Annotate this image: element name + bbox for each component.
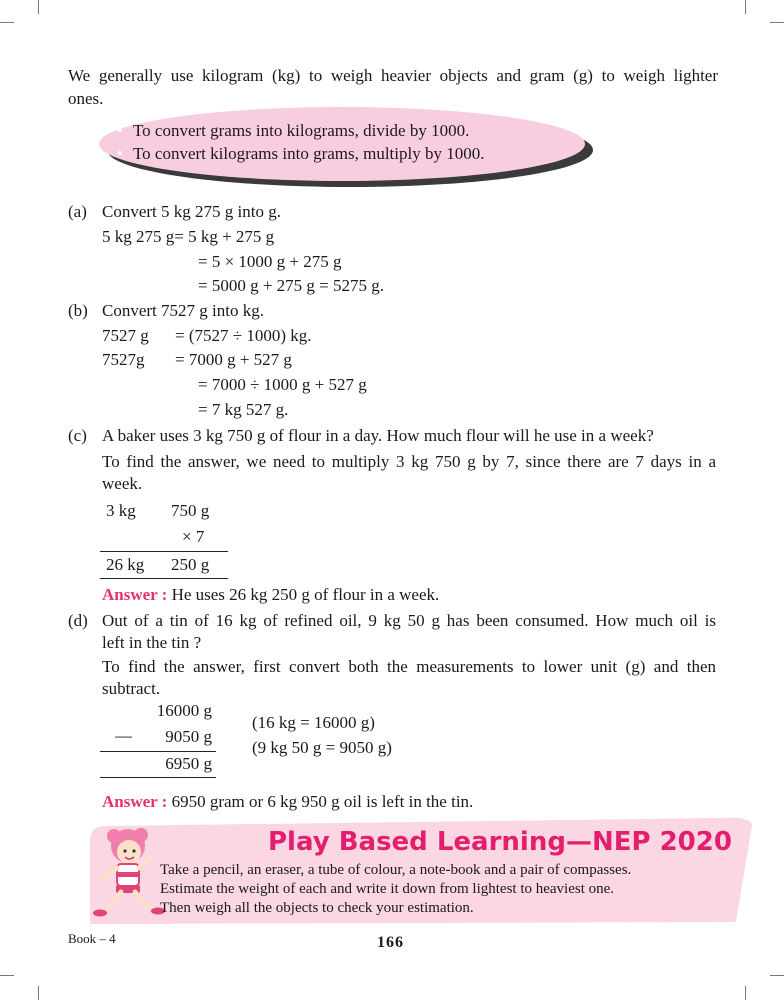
answer-label: Answer : [102, 792, 168, 811]
nep-line-1: Take a pencil, an eraser, a tube of colour, a note-book and a pair of compasses. [160, 862, 632, 878]
calc-c-kg: 3 kg [106, 501, 136, 520]
calc-c-result-kg: 26 kg [106, 555, 145, 574]
example-d-label: (d) [68, 611, 88, 630]
callout-bullet-2: • To convert kilograms into grams, multiply by 1000. [117, 144, 485, 163]
nep-title: Play Based Learning—NEP 2020 [268, 827, 732, 857]
example-b-row-1-right: = (7527 ÷ 1000) kg. [175, 326, 312, 345]
example-a-step-1: 5 kg 275 g= 5 kg + 275 g [102, 227, 275, 246]
example-b-label: (b) [68, 301, 88, 320]
example-c-label: (c) [68, 426, 87, 445]
example-d-question-1: Out of a tin of 16 kg of refined oil, 9 kg 50 g has been consumed. How much oil is [102, 611, 716, 630]
callout-bullet-1: • To convert grams into kilograms, divide by 1000. [117, 121, 470, 140]
example-c-explain-1: To find the answer, we need to multiply 3 kg 750 g by 7, since there are 7 days in a [102, 452, 716, 471]
footer-book-label: Book – 4 [68, 931, 116, 946]
calc-d-minus: — [115, 726, 132, 745]
intro-line-2: ones. [68, 89, 104, 108]
example-b-question: Convert 7527 g into kg. [102, 301, 264, 320]
calc-d-note-2: (9 kg 50 g = 9050 g) [252, 738, 392, 757]
nep-line-3: Then weigh all the objects to check your estimation. [160, 900, 474, 916]
answer-label: Answer : [102, 585, 168, 604]
example-c-question: A baker uses 3 kg 750 g of flour in a day. How much flour will he use in a week? [102, 426, 654, 445]
example-a-label: (a) [68, 202, 87, 221]
bullet-dot-icon: • [117, 121, 123, 140]
answer-text: He uses 26 kg 250 g of flour in a week. [171, 585, 440, 604]
example-b-step-2: = 7 kg 527 g. [198, 400, 289, 419]
example-b-row-2-right: = 7000 g + 527 g [175, 350, 292, 369]
calc-d-result: 6950 g [165, 754, 212, 773]
intro-line-1: We generally use kilogram (kg) to weigh heavier objects and gram (g) to weigh lighter [68, 66, 718, 85]
calc-c-result-g: 250 g [171, 555, 210, 574]
page-number: 166 [377, 934, 404, 951]
example-c-explain-2: week. [102, 474, 143, 493]
calc-d-note-1: (16 kg = 16000 g) [252, 713, 375, 732]
example-a-question: Convert 5 kg 275 g into g. [102, 202, 281, 221]
calc-d-bottom: 9050 g [165, 727, 212, 746]
example-d-question-2: left in the tin ? [102, 633, 202, 652]
calc-d-top: 16000 g [156, 701, 212, 720]
example-a-step-2: = 5 × 1000 g + 275 g [198, 252, 342, 271]
calc-c-multiplier: × 7 [182, 527, 205, 546]
example-d-explain-2: subtract. [102, 679, 161, 698]
bullet-dot-icon: • [117, 144, 123, 163]
calc-c-g: 750 g [171, 501, 210, 520]
answer-text: 6950 gram or 6 kg 950 g oil is left in the tin. [171, 792, 474, 811]
example-b-row-2-left: 7527g [102, 350, 145, 369]
example-b-row-1-left: 7527 g [102, 326, 149, 345]
example-b-step-1: = 7000 ÷ 1000 g + 527 g [198, 375, 367, 394]
nep-line-2: Estimate the weight of each and write it down from lightest to heaviest one. [160, 881, 615, 897]
example-a-step-3: = 5000 g + 275 g = 5275 g. [198, 276, 385, 295]
example-d-explain-1: To find the answer, first convert both the measurements to lower unit (g) and then [102, 657, 716, 676]
